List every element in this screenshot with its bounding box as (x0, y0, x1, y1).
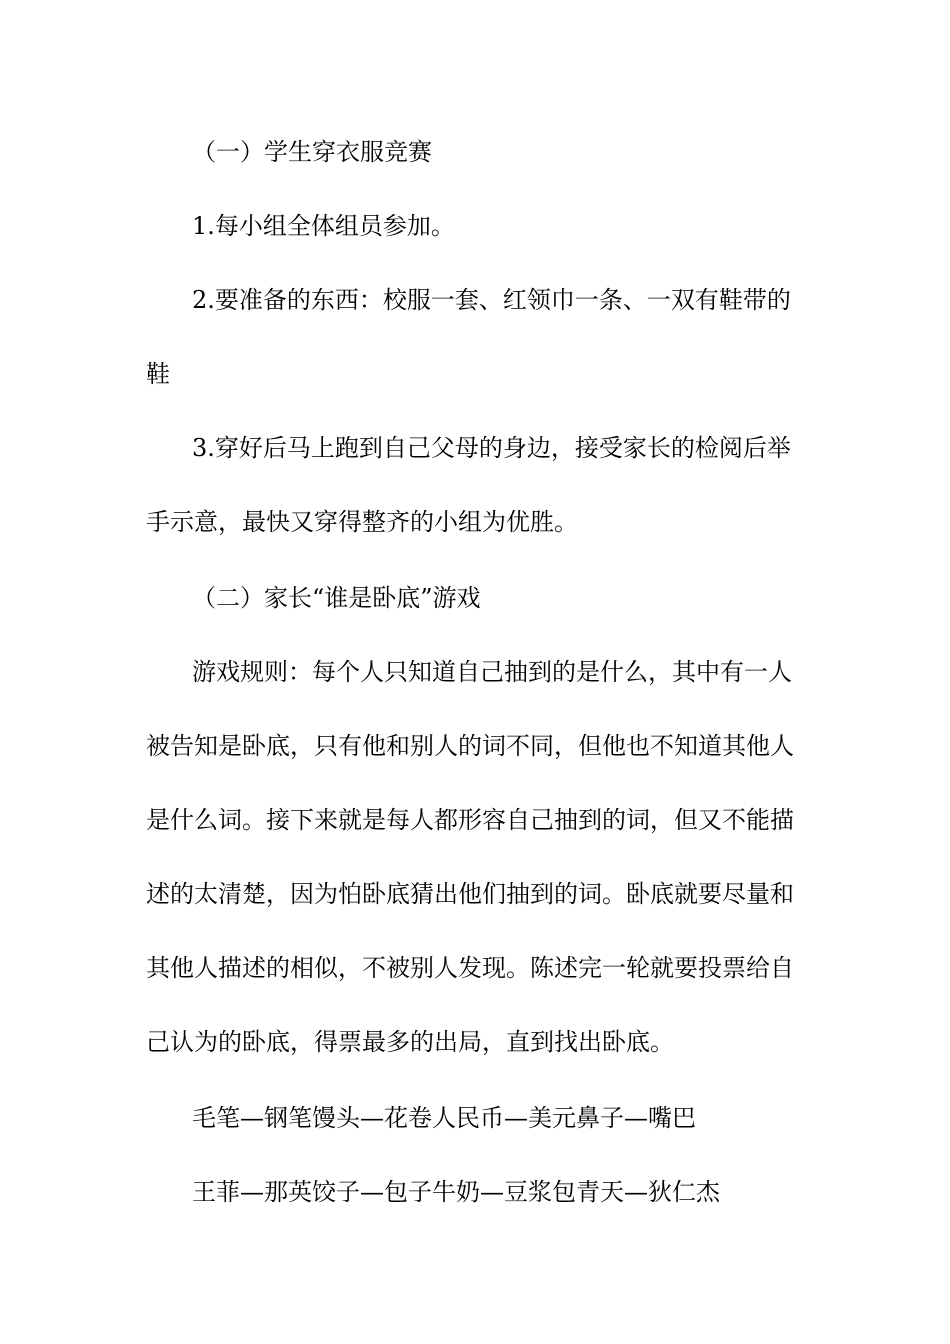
section2-heading: （二）家长“谁是卧底”游戏 (192, 584, 481, 612)
section1-item2-line1: 2.要准备的东西：校服一套、红领巾一条、一双有鞋带的 (192, 286, 791, 314)
rules-line: 游戏规则：每个人只知道自己抽到的是什么，其中有一人 (192, 658, 792, 686)
rules-line: 其他人描述的相似，不被别人发现。陈述完一轮就要投票给自 (146, 954, 794, 982)
section1-item3-line1: 3.穿好后马上跑到自己父母的身边，接受家长的检阅后举 (192, 434, 791, 462)
word-pairs-line-2: 王菲—那英饺子—包子牛奶—豆浆包青天—狄仁杰 (192, 1178, 720, 1206)
rules-line: 是什么词。接下来就是每人都形容自己抽到的词，但又不能描 (146, 806, 794, 834)
rules-line: 述的太清楚，因为怕卧底猜出他们抽到的词。卧底就要尽量和 (146, 880, 794, 908)
section1-item2-line2: 鞋 (146, 360, 170, 388)
word-pairs-line-1: 毛笔—钢笔馒头—花卷人民币—美元鼻子—嘴巴 (192, 1104, 696, 1132)
section1-item1: 1.每小组全体组员参加。 (192, 212, 455, 240)
rules-line: 被告知是卧底，只有他和别人的词不同，但他也不知道其他人 (146, 732, 794, 760)
section1-heading: （一）学生穿衣服竞赛 (192, 138, 432, 166)
section1-item3-line2: 手示意，最快又穿得整齐的小组为优胜。 (146, 508, 578, 536)
rules-line: 己认为的卧底，得票最多的出局，直到找出卧底。 (146, 1028, 674, 1056)
